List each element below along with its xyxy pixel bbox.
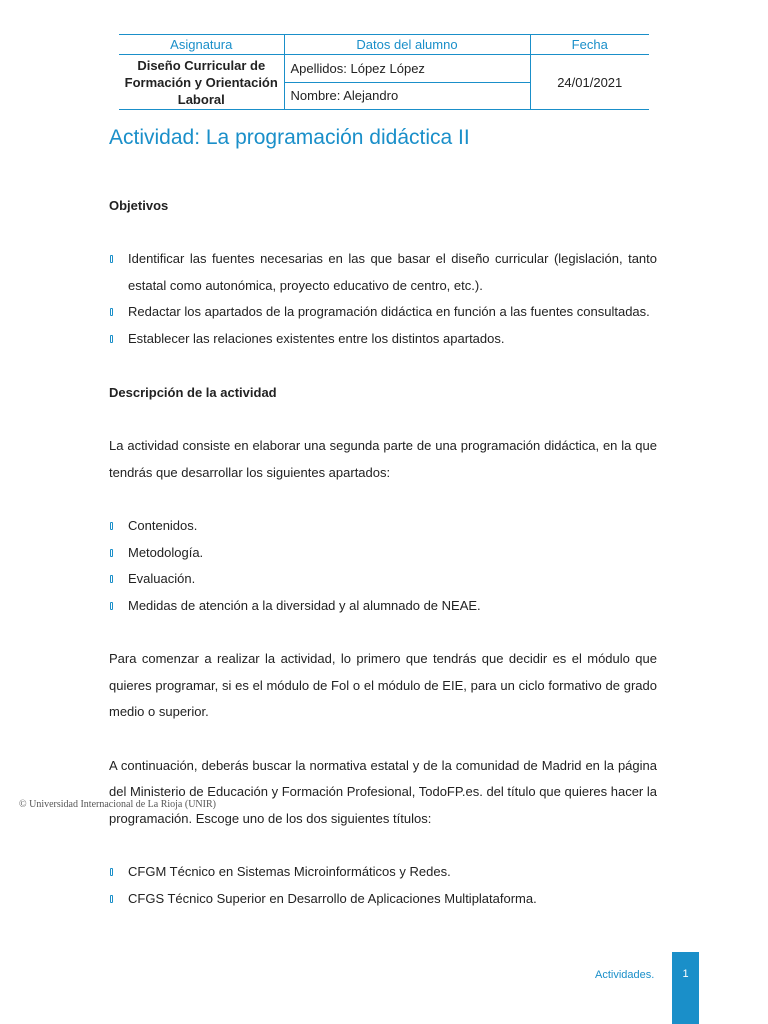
objectives-heading: Objetivos xyxy=(109,198,169,213)
list-item: Redactar los apartados de la programación didáctica en función a las fuentes consultadas. xyxy=(109,299,657,326)
bullet-icon xyxy=(110,549,113,557)
header-col-subject: Asignatura xyxy=(119,35,284,55)
header-col-student: Datos del alumno xyxy=(284,35,530,55)
page-title: Actividad: La programación didáctica II xyxy=(109,126,470,149)
description-intro: La actividad consiste en elaborar una segunda parte de una programación didáctica, en la que tendrás que desarrollar los siguientes apartados: xyxy=(109,438,657,480)
header-table xyxy=(119,34,649,110)
student-name: Nombre: Alejandro xyxy=(284,82,530,110)
sections-list xyxy=(109,513,657,619)
list-item: Medidas de atención a la diversidad y al alumnado de NEAE. xyxy=(109,593,657,620)
list-item: Identificar las fuentes necesarias en las que basar el diseño curricular (legislación, tanto estatal como autonómica, proyecto educativo de centro, etc.). xyxy=(109,246,657,299)
list-item: Metodología. xyxy=(109,540,657,567)
bullet-icon xyxy=(110,575,113,583)
description-heading: Descripción de la actividad xyxy=(109,385,277,400)
bullet-icon xyxy=(110,255,113,263)
bullet-icon xyxy=(110,868,113,876)
paragraph-module-choice: Para comenzar a realizar la actividad, lo primero que tendrás que decidir es el módulo que quieres programar, si es el módulo de Fol o el módulo de EIE, para un ciclo formativo de grado medio o superior. xyxy=(109,651,657,719)
header-col-date: Fecha xyxy=(530,35,649,55)
paragraph-regulations: A continuación, deberás buscar la normativa estatal y de la comunidad de Madrid en la página del Ministerio de Educación y Formación Profesional, TodoFP.es. del título que quieres hacer la programación. Escoge uno de los dos siguientes títulos: xyxy=(109,757,657,826)
bullet-icon xyxy=(110,335,113,343)
list-item: CFGM Técnico en Sistemas Microinformáticos y Redes. xyxy=(109,859,657,886)
footer-label: Actividades. xyxy=(595,969,655,981)
list-item: Evaluación. xyxy=(109,566,657,593)
list-item: Contenidos. xyxy=(109,513,657,540)
page-number: 1 xyxy=(672,952,699,1024)
list-item: Establecer las relaciones existentes entre los distintos apartados. xyxy=(109,326,657,353)
bullet-icon xyxy=(110,522,113,530)
bullet-icon xyxy=(110,308,113,316)
student-surname: Apellidos: López López xyxy=(284,55,530,83)
titles-list xyxy=(109,859,657,912)
list-item: CFGS Técnico Superior en Desarrollo de Aplicaciones Multiplataforma. xyxy=(109,886,657,913)
subject-name: Diseño Curricular de Formación y Orientación Laboral xyxy=(119,55,284,110)
submission-date: 24/01/2021 xyxy=(530,55,649,110)
bullet-icon xyxy=(110,895,113,903)
bullet-icon xyxy=(110,602,113,610)
objectives-list xyxy=(109,246,657,352)
copyright-notice: © Universidad Internacional de La Rioja (UNIR) xyxy=(19,799,216,810)
